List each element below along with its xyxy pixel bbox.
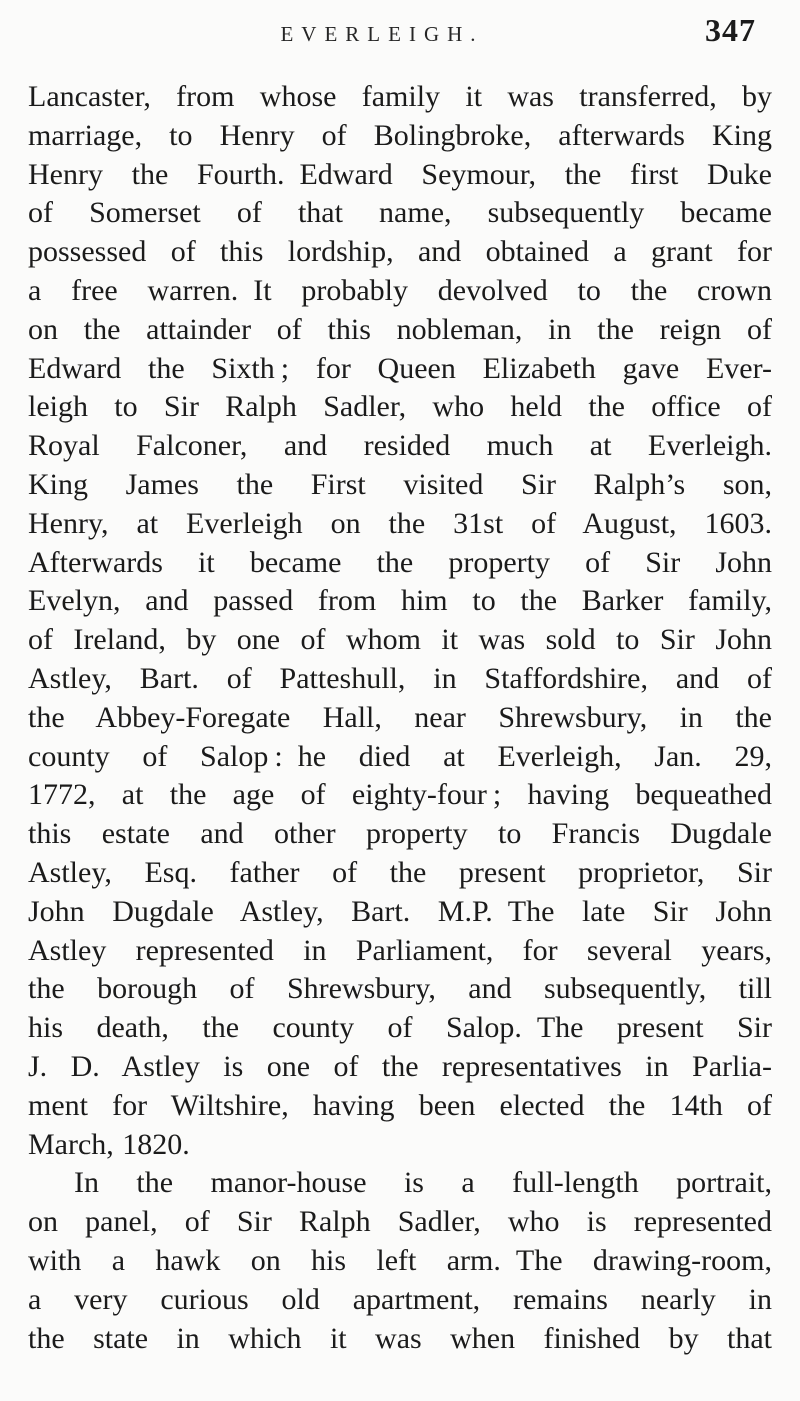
paragraph <box>28 1164 772 1358</box>
text-line: ment for Wiltshire, having been elected the 14th of <box>28 1088 772 1122</box>
text-line: on panel, of Sir Ralph Sadler, who is represented <box>28 1205 772 1239</box>
text-line: Astley represented in Parliament, for several years, <box>28 933 772 967</box>
page-number: 347 <box>705 12 756 48</box>
text-line: the Abbey-Foregate Hall, near Shrewsbury, in the <box>28 700 772 734</box>
text-line: Afterwards it became the property of Sir John <box>28 545 772 579</box>
text-line: his death, the county of Salop. The present Sir <box>28 1011 772 1045</box>
text-line: leigh to Sir Ralph Sadler, who held the office of <box>28 390 772 424</box>
text-line: Henry the Fourth. Edward Seymour, the first Duke <box>28 157 772 191</box>
text-line: possessed of this lordship, and obtained a grant for <box>28 235 772 269</box>
text-line: John Dugdale Astley, Bart. M.P. The late Sir John <box>28 894 772 928</box>
text-line: of Ireland, by one of whom it was sold to Sir John <box>28 623 772 657</box>
text-line: J. D. Astley is one of the representatives in Parlia- <box>28 1049 772 1083</box>
text-line: a very curious old apartment, remains nearly in <box>28 1282 772 1316</box>
text-line: on the attainder of this nobleman, in the reign of <box>28 312 772 346</box>
text-line: a free warren. It probably devolved to the crown <box>28 273 772 307</box>
text-line: Astley, Bart. of Patteshull, in Staffordshire, and of <box>28 661 772 695</box>
text-line: In the manor-house is a full-length portrait, <box>74 1166 772 1200</box>
text-line: 1772, at the age of eighty-four ; having bequeathed <box>28 778 772 812</box>
text-line: the borough of Shrewsbury, and subsequently, till <box>28 972 772 1006</box>
text-line: Royal Falconer, and resided much at Everleigh. <box>28 429 772 463</box>
text-line: the state in which it was when finished by that <box>28 1321 772 1355</box>
paragraph <box>28 78 772 1164</box>
running-title: EVERLEIGH. <box>280 22 484 46</box>
text-line: Evelyn, and passed from him to the Barker family, <box>28 584 772 618</box>
text-line: marriage, to Henry of Bolingbroke, afterwards King <box>28 118 772 152</box>
page-body <box>28 78 772 1358</box>
text-line: March, 1820. <box>28 1127 190 1161</box>
text-line: of Somerset of that name, subsequently became <box>28 196 772 230</box>
text-line: with a hawk on his left arm. The drawing-room, <box>28 1243 772 1277</box>
text-line: Edward the Sixth ; for Queen Elizabeth gave Ever- <box>28 351 772 385</box>
text-line: county of Salop : he died at Everleigh, Jan. 29, <box>28 739 772 773</box>
text-line: Henry, at Everleigh on the 31st of August, 1603. <box>28 506 772 540</box>
text-line: Lancaster, from whose family it was transferred, by <box>28 80 772 113</box>
text-line: King James the First visited Sir Ralph’s son, <box>28 467 772 501</box>
text-line: this estate and other property to Francis Dugdale <box>28 817 772 851</box>
text-line: Astley, Esq. father of the present proprietor, Sir <box>28 855 772 889</box>
